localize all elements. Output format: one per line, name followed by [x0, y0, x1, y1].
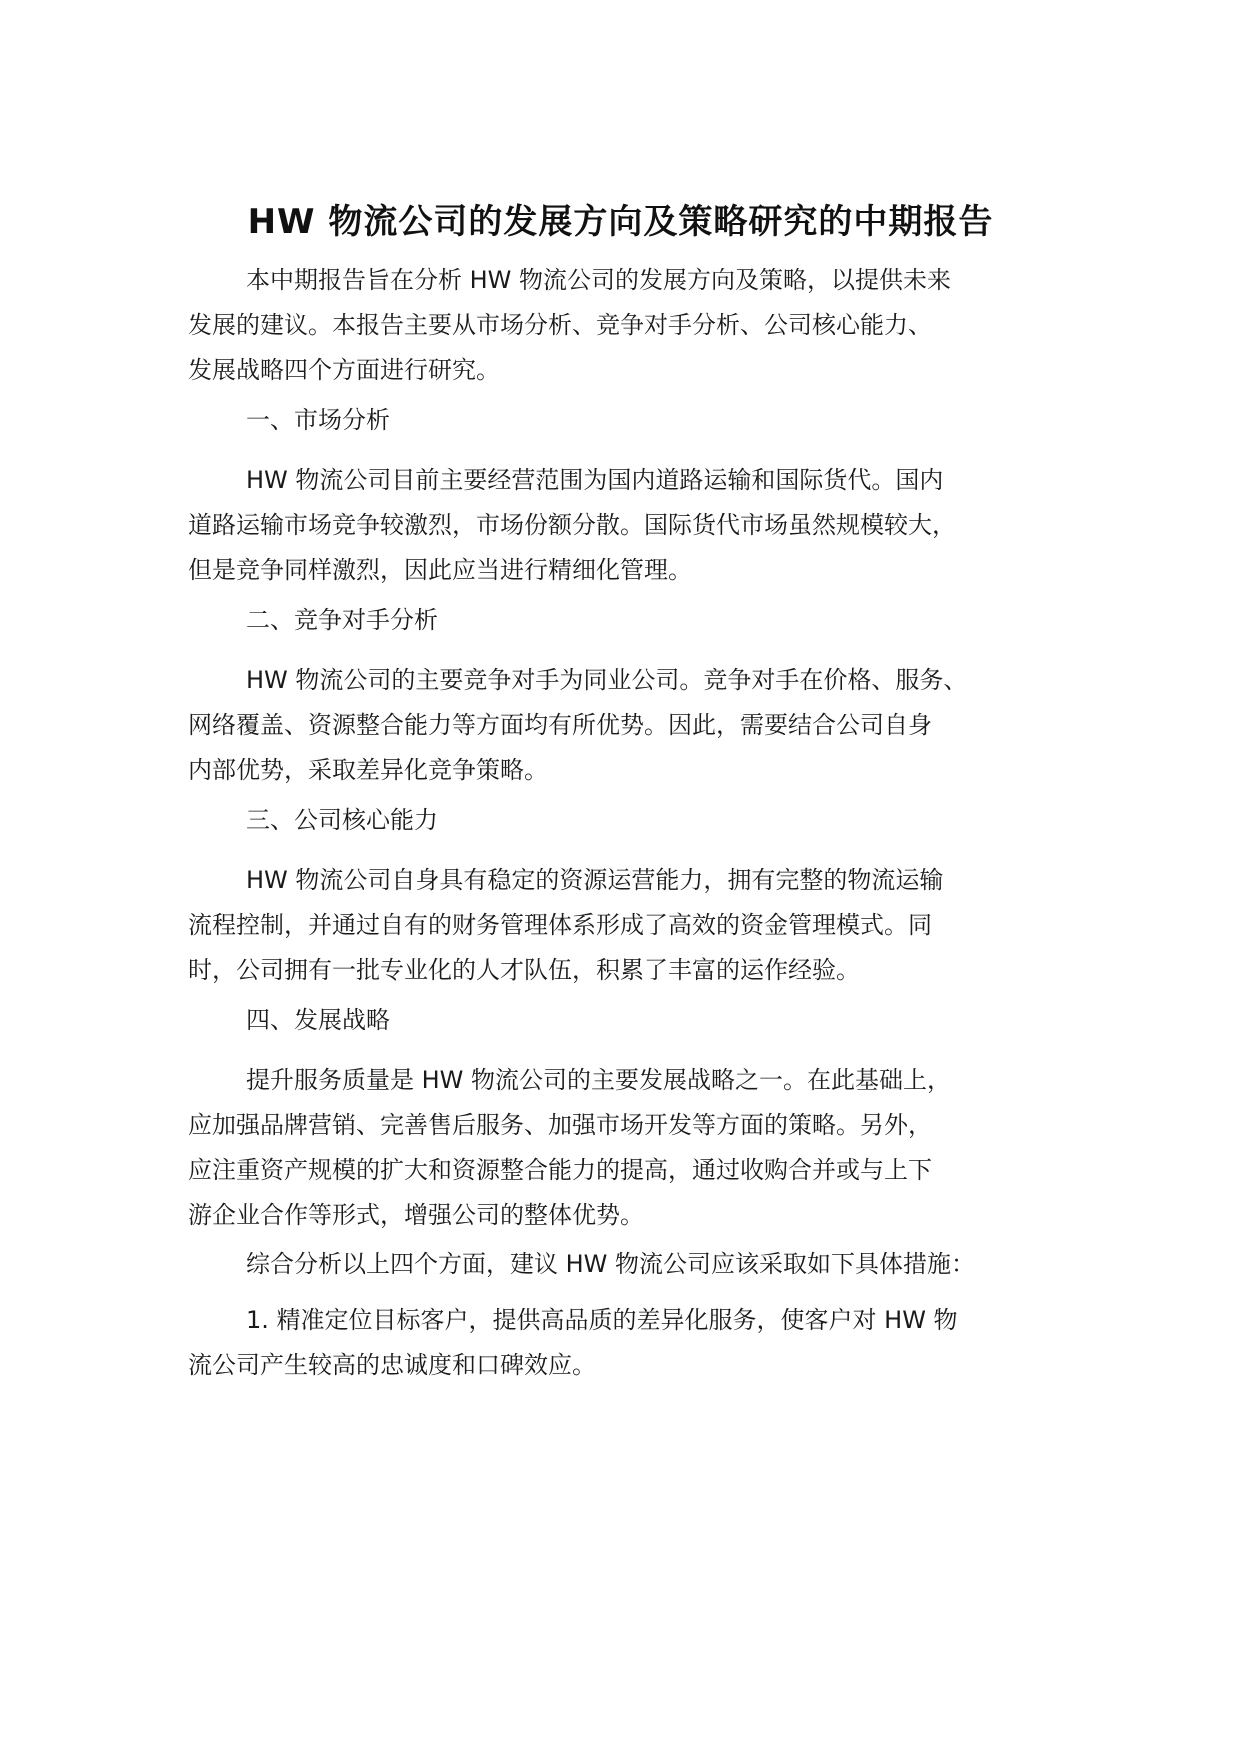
paragraph-line: 时，公司拥有一批专业化的人才队伍，积累了丰富的运作经验。 — [188, 956, 860, 984]
measure-item-1 — [188, 1298, 1078, 1388]
paragraph-line: 提升服务质量是 HW 物流公司的主要发展战略之一。在此基础上， — [246, 1066, 952, 1094]
paragraph-line: HW 物流公司的主要竞争对手为同业公司。竞争对手在价格、服务、 — [246, 666, 968, 694]
paragraph-line: 1. 精准定位目标客户，提供高品质的差异化服务，使客户对 HW 物 — [246, 1306, 958, 1334]
paragraph-line: 本中期报告旨在分析 HW 物流公司的发展方向及策略，以提供未来 — [246, 266, 952, 294]
competitor-analysis-paragraph — [188, 658, 1078, 793]
section-heading-core-competence: 三、公司核心能力 — [246, 806, 438, 834]
paragraph-line: HW 物流公司自身具有稳定的资源运营能力，拥有完整的物流运输 — [246, 866, 944, 894]
section-heading-development-strategy: 四、发展战略 — [246, 1006, 390, 1034]
paragraph-line: 发展战略四个方面进行研究。 — [188, 356, 500, 384]
paragraph-line: 应加强品牌营销、完善售后服务、加强市场开发等方面的策略。另外， — [188, 1111, 932, 1139]
paragraph-line: 网络覆盖、资源整合能力等方面均有所优势。因此，需要结合公司自身 — [188, 711, 932, 739]
intro-paragraph — [188, 258, 1078, 393]
document-title: HW 物流公司的发展方向及策略研究的中期报告 — [247, 201, 994, 242]
section-heading-competitor-analysis: 二、竞争对手分析 — [246, 606, 438, 634]
paragraph-line: HW 物流公司目前主要经营范围为国内道路运输和国际货代。国内 — [246, 466, 944, 494]
development-strategy-paragraph — [188, 1058, 1078, 1238]
core-competence-paragraph — [188, 858, 1078, 993]
paragraph-line: 应注重资产规模的扩大和资源整合能力的提高，通过收购合并或与上下 — [188, 1156, 932, 1184]
summary-paragraph — [188, 1242, 1078, 1287]
paragraph-line: 内部优势，采取差异化竞争策略。 — [188, 756, 548, 784]
paragraph-line: 流公司产生较高的忠诚度和口碑效应。 — [188, 1351, 596, 1379]
paragraph-line: 游企业合作等形式，增强公司的整体优势。 — [188, 1201, 644, 1229]
paragraph-line: 流程控制，并通过自有的财务管理体系形成了高效的资金管理模式。同 — [188, 911, 932, 939]
paragraph-line: 道路运输市场竞争较激烈，市场份额分散。国际货代市场虽然规模较大， — [188, 511, 956, 539]
section-heading-market-analysis: 一、市场分析 — [246, 406, 390, 434]
paragraph-line: 综合分析以上四个方面，建议 HW 物流公司应该采取如下具体措施： — [246, 1250, 976, 1278]
paragraph-line: 发展的建议。本报告主要从市场分析、竞争对手分析、公司核心能力、 — [188, 311, 932, 339]
paragraph-line: 但是竞争同样激烈，因此应当进行精细化管理。 — [188, 556, 692, 584]
market-analysis-paragraph — [188, 458, 1078, 593]
